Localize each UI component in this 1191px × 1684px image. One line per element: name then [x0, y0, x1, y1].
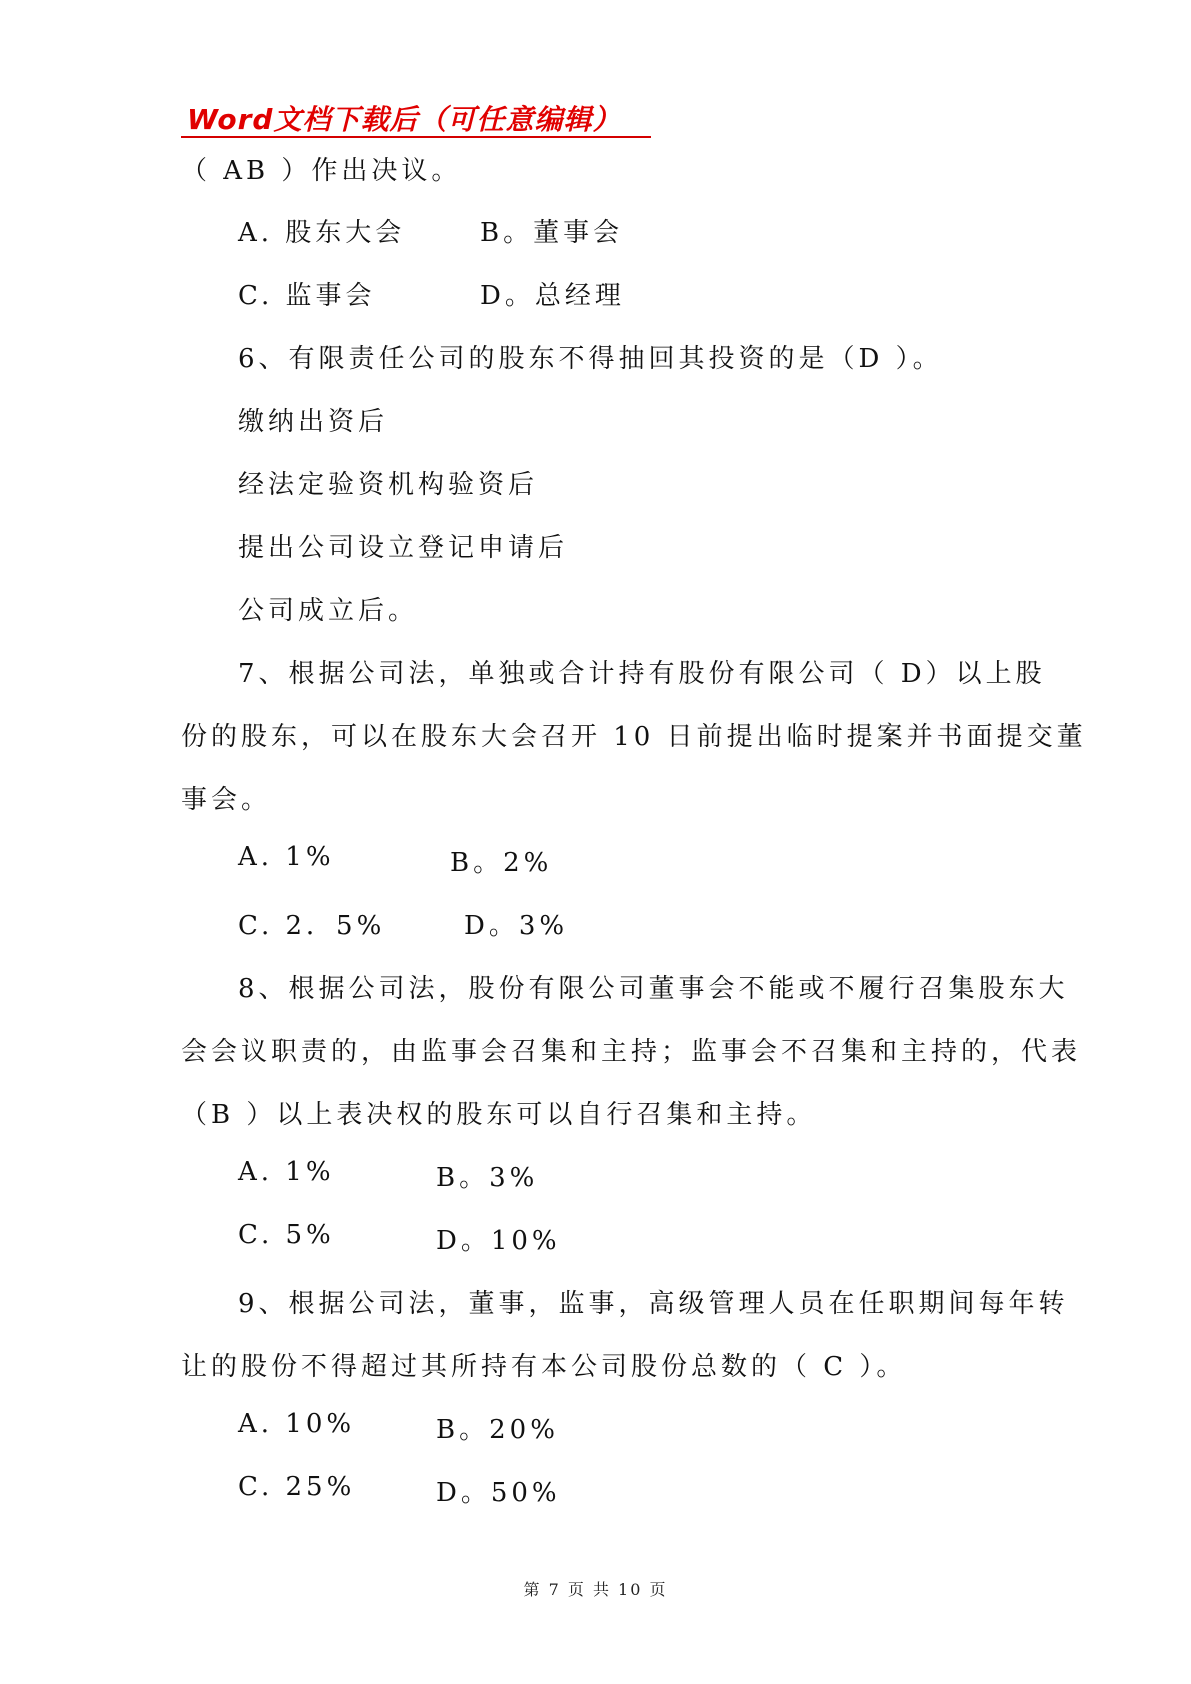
q6-stem: 6、有限责任公司的股东不得抽回其投资的是（D ）。: [238, 344, 943, 374]
q7-option-a: A. 1%: [238, 842, 335, 872]
q7-stem-line-1: 7、根据公司法，单独或合计持有股份有限公司（ D）以上股: [238, 659, 1046, 689]
q5-option-b: B。董事会: [480, 218, 624, 248]
q5-option-c: C. 监事会: [238, 281, 376, 311]
q9-option-d: D。50%: [436, 1478, 561, 1508]
q7-option-b: B。2%: [450, 848, 553, 878]
q6-choice-4: 公司成立后。: [238, 596, 419, 626]
q9-stem-line-2: 让的股份不得超过其所持有本公司股份总数的（ C ）。: [181, 1352, 907, 1382]
q8-option-c: C. 5%: [238, 1220, 335, 1250]
q8-option-b: B。3%: [436, 1163, 539, 1193]
q9-stem-line-1: 9、根据公司法，董事，监事，高级管理人员在任职期间每年转: [238, 1289, 1069, 1319]
q7-option-c: C. 2．5%: [238, 911, 386, 941]
page-footer: 第 7 页 共 10 页: [523, 1580, 668, 1599]
q5-option-d: D。总经理: [480, 281, 625, 311]
q9-option-b: B。20%: [436, 1415, 559, 1445]
q8-option-d: D。10%: [436, 1226, 561, 1256]
q9-option-a: A. 10%: [238, 1409, 356, 1439]
q7-stem-line-2: 份的股东，可以在股东大会召开 10 日前提出临时提案并书面提交董: [181, 722, 1087, 752]
q6-choice-2: 经法定验资机构验资后: [238, 470, 539, 500]
header-title: Word文档下载后（可任意编辑）: [187, 103, 622, 136]
q6-choice-1: 缴纳出资后: [238, 407, 389, 437]
q8-option-a: A. 1%: [238, 1157, 335, 1187]
q5-tail: （ AB ）作出决议。: [181, 156, 462, 186]
q8-stem-line-2: 会会议职责的，由监事会召集和主持；监事会不召集和主持的，代表: [181, 1037, 1082, 1067]
q5-option-a: A. 股东大会: [238, 218, 406, 248]
document-header: [181, 96, 651, 138]
q6-choice-3: 提出公司设立登记申请后: [238, 533, 569, 563]
q7-option-d: D。3%: [464, 911, 569, 941]
q7-stem-line-3: 事会。: [181, 785, 272, 815]
q8-stem-line-3: （B ）以上表决权的股东可以自行召集和主持。: [181, 1100, 817, 1130]
q8-stem-line-1: 8、根据公司法，股份有限公司董事会不能或不履行召集股东大: [238, 974, 1069, 1004]
q9-option-c: C. 25%: [238, 1472, 356, 1502]
